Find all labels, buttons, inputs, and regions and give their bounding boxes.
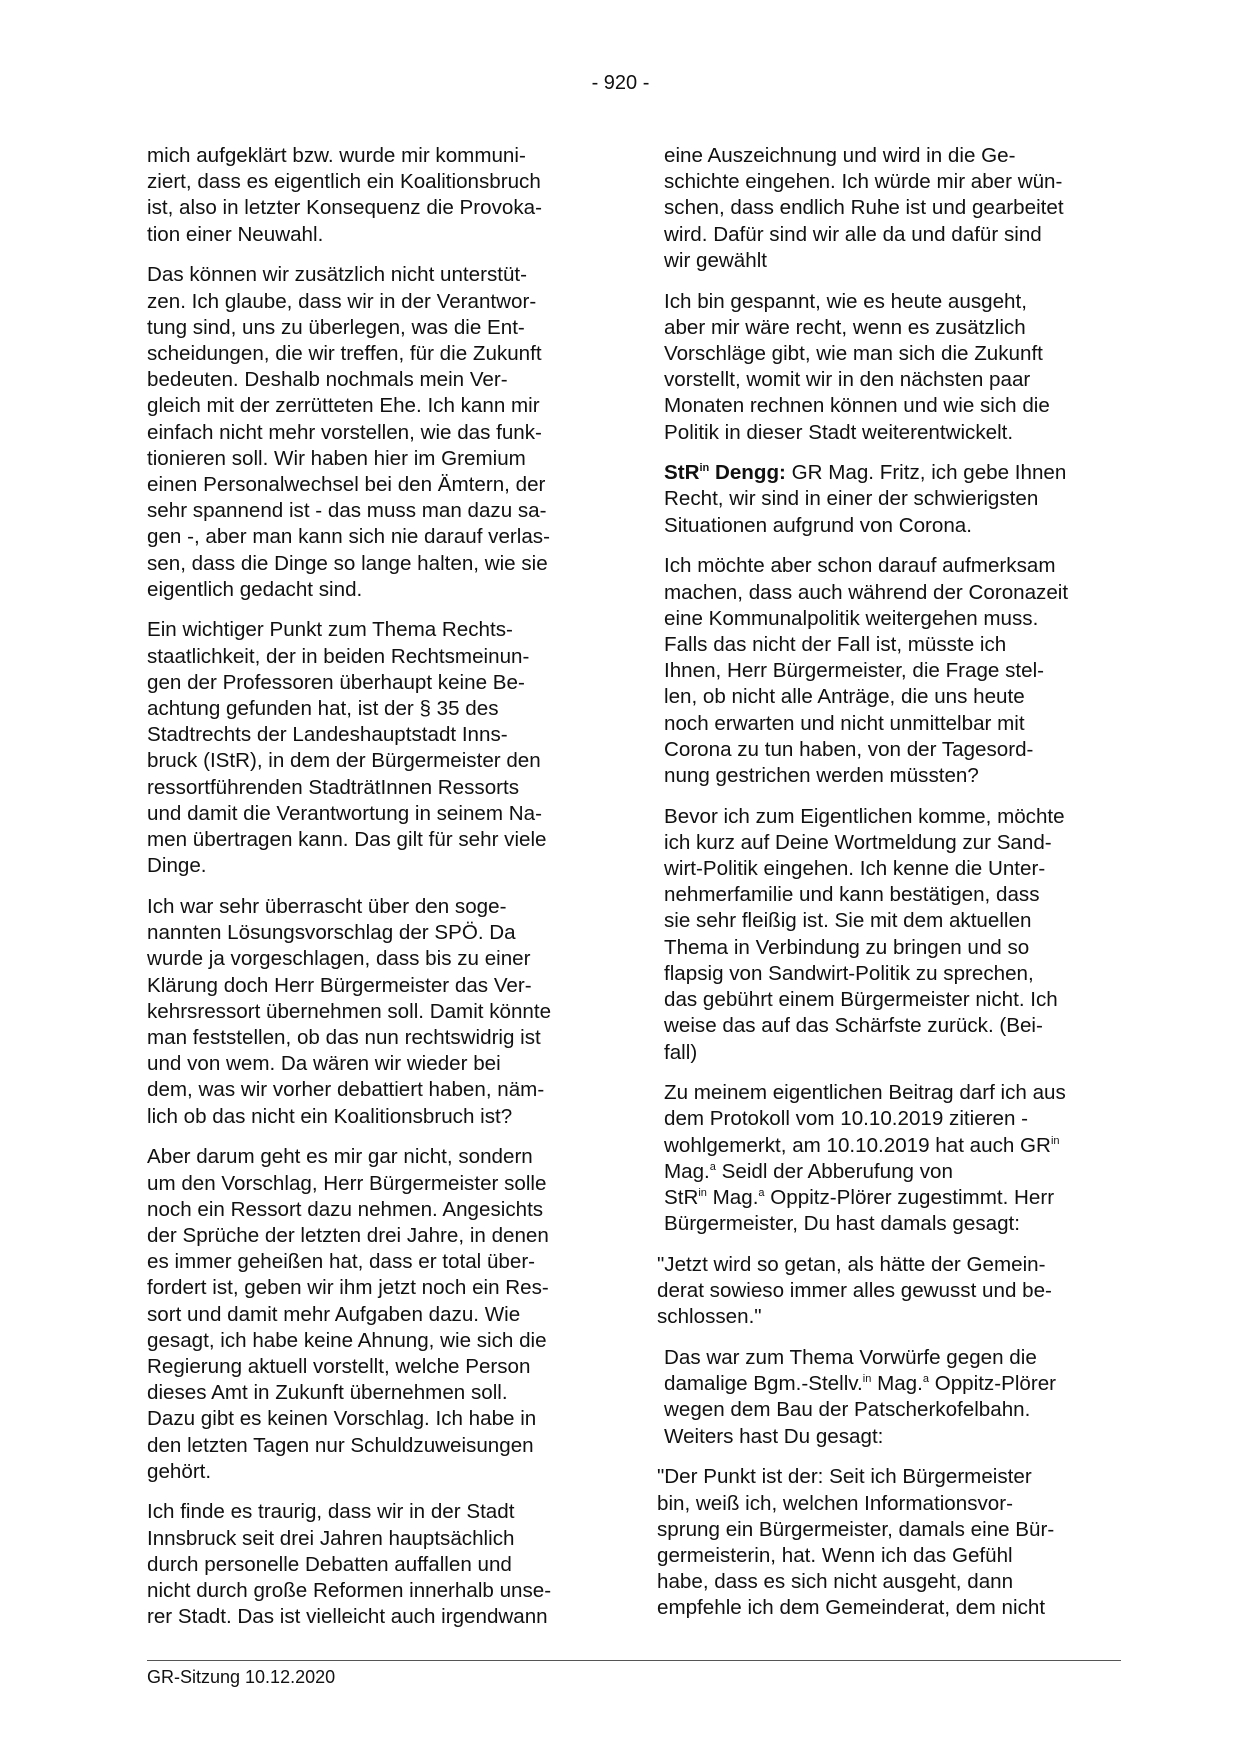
text-line: Situationen aufgrund von Corona. bbox=[664, 513, 972, 537]
text-line: derat sowieso immer alles gewusst und be- bbox=[657, 1279, 1052, 1303]
text-line: bedeuten. Deshalb nochmals mein Ver- bbox=[147, 368, 508, 392]
text-line: eigentlich gedacht sind. bbox=[147, 577, 363, 601]
text-line: dem Protokoll vom 10.10.2019 zitieren - bbox=[664, 1107, 1029, 1131]
text-line: Dinge. bbox=[147, 854, 207, 878]
text-line: tung sind, uns zu überlegen, was die Ent- bbox=[147, 315, 525, 339]
text-line: habe, dass es sich nicht ausgeht, dann bbox=[657, 1570, 1014, 1594]
text-line: sort und damit mehr Aufgaben dazu. Wie bbox=[147, 1302, 521, 1326]
left-column bbox=[147, 143, 605, 1645]
text-line: Klärung doch Herr Bürgermeister das Ver- bbox=[147, 973, 532, 997]
text-line: wirt-Politik eingehen. Ich kenne die Unter- bbox=[664, 857, 1046, 881]
text-line: eine Auszeichnung und wird in die Ge- bbox=[664, 144, 1016, 167]
speaker-line: StR$^{in}$ Dengg: GR Mag. Fritz, ich gebe Ihnen bbox=[664, 461, 1067, 485]
text-line: der Sprüche der letzten drei Jahre, in denen bbox=[147, 1223, 549, 1247]
text-line: Ihnen, Herr Bürgermeister, die Frage stel- bbox=[664, 659, 1044, 683]
text-line: flapsig von Sandwirt-Politik zu sprechen, bbox=[664, 961, 1034, 985]
text-line: vorstellt, womit wir in den nächsten paar bbox=[664, 368, 1031, 392]
text-line: gehört. bbox=[147, 1459, 212, 1483]
paragraph bbox=[664, 1345, 1122, 1450]
text-line: Corona zu tun haben, von der Tagesord- bbox=[664, 737, 1034, 761]
right-column bbox=[657, 143, 1122, 1636]
text-line: eine Kommunalpolitik weitergehen muss. bbox=[664, 606, 1039, 630]
text-line: um den Vorschlag, Herr Bürgermeister solle bbox=[147, 1171, 547, 1195]
text-line: Das können wir zusätzlich nicht unterstüt- bbox=[147, 263, 528, 287]
text-line: kehrsressort übernehmen soll. Damit könnte bbox=[147, 999, 552, 1023]
paragraph bbox=[664, 143, 1122, 274]
quote bbox=[657, 1464, 1122, 1621]
paragraph bbox=[147, 894, 605, 1130]
text-line: achtung gefunden hat, ist der § 35 des bbox=[147, 697, 499, 721]
text-line: sprung ein Bürgermeister, damals eine Bür- bbox=[657, 1517, 1055, 1541]
text-line: mich aufgeklärt bzw. wurde mir kommuni- bbox=[147, 144, 526, 167]
text-line: nicht durch große Reformen innerhalb unse- bbox=[147, 1579, 552, 1603]
text-line: Ein wichtiger Punkt zum Thema Rechts- bbox=[147, 618, 513, 642]
text-line: es immer geheißen hat, dass er total über- bbox=[147, 1250, 536, 1274]
text-line: einfach nicht mehr vorstellen, wie das funk- bbox=[147, 420, 542, 444]
text-line: "Der Punkt ist der: Seit ich Bürgermeister bbox=[657, 1465, 1032, 1489]
text-line: ressortführenden StadträtInnen Ressorts bbox=[147, 775, 520, 799]
text-line: zen. Ich glaube, dass wir in der Verantwor- bbox=[147, 289, 537, 313]
text-line: rer Stadt. Das ist vielleicht auch irgendwann bbox=[147, 1605, 548, 1629]
text-line: wir gewählt bbox=[664, 248, 768, 272]
text-line: tion einer Neuwahl. bbox=[147, 222, 324, 246]
text-line: Dazu gibt es keinen Vorschlag. Ich habe in bbox=[147, 1407, 537, 1431]
text-line: "Jetzt wird so getan, als hätte der Gemein- bbox=[657, 1252, 1046, 1276]
text-line: Falls das nicht der Fall ist, müsste ich bbox=[664, 632, 1007, 656]
text-line: scheidungen, die wir treffen, für die Zukunft bbox=[147, 341, 542, 365]
text-line: wird. Dafür sind wir alle da und dafür sind bbox=[664, 222, 1042, 246]
text-line: Das war zum Thema Vorwürfe gegen die bbox=[664, 1346, 1037, 1370]
text-line: Innsbruck seit drei Jahren hauptsächlich bbox=[147, 1526, 515, 1550]
text-line: schichte eingehen. Ich würde mir aber wün- bbox=[664, 170, 1063, 194]
text-line: aber mir wäre recht, wenn es zusätzlich bbox=[664, 315, 1026, 339]
text-line: gen der Professoren überhaupt keine Be- bbox=[147, 670, 525, 694]
footer-session-label: GR-Sitzung 10.12.2020 bbox=[147, 1667, 336, 1687]
footer-divider bbox=[147, 1660, 1121, 1661]
text-line: Ich bin gespannt, wie es heute ausgeht, bbox=[664, 289, 1027, 313]
paragraph bbox=[147, 262, 605, 603]
text-line: sehr spannend ist - das muss man dazu sa- bbox=[147, 499, 547, 523]
text-line: noch erwarten und nicht unmittelbar mit bbox=[664, 711, 1025, 735]
quote bbox=[657, 1252, 1122, 1331]
speaker-name: StR$^{in}$ Dengg: bbox=[664, 461, 786, 485]
text-line: dieses Amt in Zukunft übernehmen soll. bbox=[147, 1381, 508, 1405]
text-line: nehmerfamilie und kann bestätigen, dass bbox=[664, 883, 1040, 907]
text-line: Zu meinem eigentlichen Beitrag darf ich aus bbox=[664, 1081, 1066, 1105]
text-line: fordert ist, geben wir ihm jetzt noch ein Res- bbox=[147, 1276, 549, 1300]
text-line: Recht, wir sind in einer der schwierigsten bbox=[664, 487, 1039, 511]
paragraph bbox=[664, 804, 1122, 1066]
text-line: durch personelle Debatten auffallen und bbox=[147, 1552, 512, 1576]
text-line: StR$^{in}$ Mag.$^a$ Oppitz-Plörer zugestimmt. Herr bbox=[664, 1186, 1055, 1210]
text-line: Bevor ich zum Eigentlichen komme, möchte bbox=[664, 804, 1065, 828]
text-line: bruck (IStR), in dem der Bürgermeister den bbox=[147, 749, 541, 773]
text-line: machen, dass auch während der Coronazeit bbox=[664, 580, 1069, 604]
text-line: weise das auf das Schärfste zurück. (Bei- bbox=[664, 1014, 1043, 1038]
text-line: sie sehr fleißig ist. Sie mit dem aktuellen bbox=[664, 909, 1032, 933]
text-line: tionieren soll. Wir haben hier im Gremium bbox=[147, 446, 526, 470]
text-line: ziert, dass es eigentlich ein Koalitionsbruch bbox=[147, 170, 541, 194]
text-line: das gebührt einem Bürgermeister nicht. Ich bbox=[664, 988, 1058, 1012]
text-line: wurde ja vorgeschlagen, dass bis zu einer bbox=[147, 947, 531, 971]
text-line: wegen dem Bau der Patscherkofelbahn. bbox=[664, 1398, 1031, 1422]
text-line: Ich finde es traurig, dass wir in der Stadt bbox=[147, 1500, 515, 1524]
text-line: und von wem. Da wären wir wieder bei bbox=[147, 1052, 501, 1076]
text-line: Bürgermeister, Du hast damals gesagt: bbox=[664, 1212, 1020, 1236]
text-line: len, ob nicht alle Anträge, die uns heute bbox=[664, 685, 1025, 709]
text-line: gesagt, ich habe keine Ahnung, wie sich die bbox=[147, 1328, 547, 1352]
text-line: Ich war sehr überrascht über den soge- bbox=[147, 894, 507, 918]
text-line: Vorschläge gibt, wie man sich die Zukunft bbox=[664, 341, 1043, 365]
paragraph bbox=[147, 617, 605, 879]
text-line: sen, dass die Dinge so lange halten, wie sie bbox=[147, 551, 548, 575]
text-line: men übertragen kann. Das gilt für sehr viele bbox=[147, 828, 547, 852]
text-line: wohlgemerkt, am 10.10.2019 hat auch $GR^{in}$ bbox=[664, 1133, 1060, 1157]
text-line: gleich mit der zerrütteten Ehe. Ich kann mir bbox=[147, 394, 540, 418]
text-line: Stadtrechts der Landeshauptstadt Inns- bbox=[147, 723, 508, 747]
text-line: fall) bbox=[664, 1040, 698, 1064]
paragraph bbox=[664, 289, 1122, 446]
text-line: damalige Bgm.-Stellv.$^{in}$ Mag.$^a$ Oppitz-Plörer bbox=[664, 1372, 1057, 1396]
text-line: nung gestrichen werden müssten? bbox=[664, 763, 979, 787]
text-line: Monaten rechnen können und wie sich die bbox=[664, 394, 1050, 418]
text-line: Politik in dieser Stadt weiterentwickelt. bbox=[664, 420, 1014, 444]
text-line: Regierung aktuell vorstellt, welche Person bbox=[147, 1354, 531, 1378]
text-line: nannten Lösungsvorschlag der SPÖ. Da bbox=[147, 921, 516, 945]
paragraph bbox=[147, 1144, 605, 1485]
paragraph bbox=[147, 1499, 605, 1630]
text-line: ist, also in letzter Konsequenz die Provoka- bbox=[147, 196, 542, 220]
text-line: ich kurz auf Deine Wortmeldung zur Sand- bbox=[664, 830, 1052, 854]
text-line: gen -, aber man kann sich nie darauf verlas- bbox=[147, 525, 550, 549]
text-line: Ich möchte aber schon darauf aufmerksam bbox=[664, 554, 1056, 578]
text-line: dem, was wir vorher debattiert haben, näm- bbox=[147, 1078, 545, 1102]
text-line: germeisterin, hat. Wenn ich das Gefühl bbox=[657, 1543, 1013, 1567]
paragraph bbox=[664, 1080, 1122, 1237]
text-line: schlossen." bbox=[657, 1305, 762, 1329]
text-line: bin, weiß ich, welchen Informationsvor- bbox=[657, 1491, 1013, 1515]
text-line: man feststellen, ob das nun rechtswidrig ist bbox=[147, 1026, 541, 1049]
text-line: schen, dass endlich Ruhe ist und gearbeitet bbox=[664, 196, 1064, 220]
text-line: Mag.$^a$ Seidl der Abberufung von bbox=[664, 1159, 953, 1183]
text-line: empfehle ich dem Gemeinderat, dem nicht bbox=[657, 1596, 1046, 1620]
text-line: einen Personalwechsel bei den Ämtern, der bbox=[147, 472, 546, 496]
text-line: lich ob das nicht ein Koalitionsbruch ist? bbox=[147, 1104, 513, 1128]
text-line: Aber darum geht es mir gar nicht, sondern bbox=[147, 1145, 533, 1169]
text-line: Weiters hast Du gesagt: bbox=[664, 1424, 884, 1448]
paragraph bbox=[147, 143, 605, 248]
paragraph bbox=[664, 553, 1122, 789]
text-line: staatlichkeit, der in beiden Rechtsmeinun- bbox=[147, 644, 530, 668]
text-line: Thema in Verbindung zu bringen und so bbox=[664, 935, 1030, 959]
text-line: den letzten Tagen nur Schuldzuweisungen bbox=[147, 1433, 534, 1457]
page-number: - 920 - bbox=[591, 72, 650, 94]
speaker-paragraph bbox=[664, 460, 1122, 539]
text-line: und damit die Verantwortung in seinem Na- bbox=[147, 801, 542, 825]
text-line: noch ein Ressort dazu nehmen. Angesichts bbox=[147, 1197, 544, 1221]
